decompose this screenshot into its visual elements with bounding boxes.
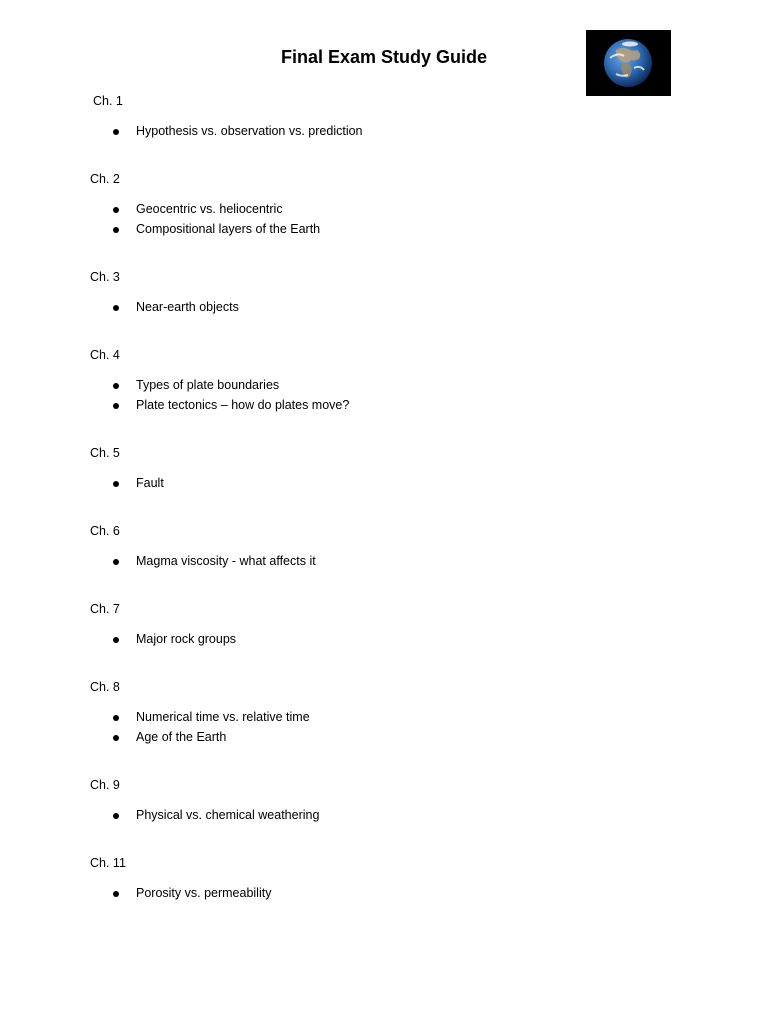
list-item-text: Numerical time vs. relative time (136, 710, 310, 724)
list-item-text: Porosity vs. permeability (136, 886, 272, 900)
list-item-text: Types of plate boundaries (136, 378, 280, 392)
list-item (0, 554, 768, 574)
list-item-text: Fault (136, 476, 164, 490)
list-item (0, 730, 768, 750)
list-item-text: Hypothesis vs. observation vs. prediction (136, 124, 363, 138)
list-item (0, 632, 768, 652)
bullet-icon (113, 813, 119, 819)
list-item-text: Compositional layers of the Earth (136, 222, 321, 236)
chapter-heading: Ch. 1 (93, 94, 123, 108)
bullet-icon (113, 891, 119, 897)
bullet-icon (113, 383, 119, 389)
list-item (0, 378, 768, 398)
list-item (0, 222, 768, 242)
bullet-icon (113, 735, 119, 741)
chapter-heading: Ch. 9 (90, 778, 120, 792)
chapter-heading: Ch. 5 (90, 446, 120, 460)
bullet-icon (113, 715, 119, 721)
bullet-icon (113, 227, 119, 233)
bullet-icon (113, 481, 119, 487)
list-item-text: Age of the Earth (136, 730, 227, 744)
chapter-heading: Ch. 11 (90, 856, 126, 870)
chapter-heading: Ch. 8 (90, 680, 120, 694)
list-item (0, 300, 768, 320)
list-item (0, 886, 768, 906)
chapter-heading: Ch. 7 (90, 602, 120, 616)
list-item-text: Major rock groups (136, 632, 237, 646)
bullet-icon (113, 403, 119, 409)
list-item-text: Near-earth objects (136, 300, 239, 314)
bullet-icon (113, 559, 119, 565)
bullet-icon (113, 637, 119, 643)
bullet-icon (113, 207, 119, 213)
earth-globe-icon (586, 30, 671, 96)
chapter-heading: Ch. 3 (90, 270, 120, 284)
list-item-text: Plate tectonics – how do plates move? (136, 398, 350, 412)
list-item (0, 710, 768, 730)
list-item (0, 808, 768, 828)
list-item (0, 124, 768, 144)
list-item-text: Magma viscosity - what affects it (136, 554, 316, 568)
chapter-heading: Ch. 2 (90, 172, 120, 186)
list-item-text: Geocentric vs. heliocentric (136, 202, 283, 216)
page-title: Final Exam Study Guide (280, 47, 488, 67)
chapter-heading: Ch. 6 (90, 524, 120, 538)
list-item (0, 398, 768, 418)
list-item (0, 476, 768, 496)
list-item-text: Physical vs. chemical weathering (136, 808, 320, 822)
list-item (0, 202, 768, 222)
bullet-icon (113, 129, 119, 135)
chapter-heading: Ch. 4 (90, 348, 120, 362)
bullet-icon (113, 305, 119, 311)
